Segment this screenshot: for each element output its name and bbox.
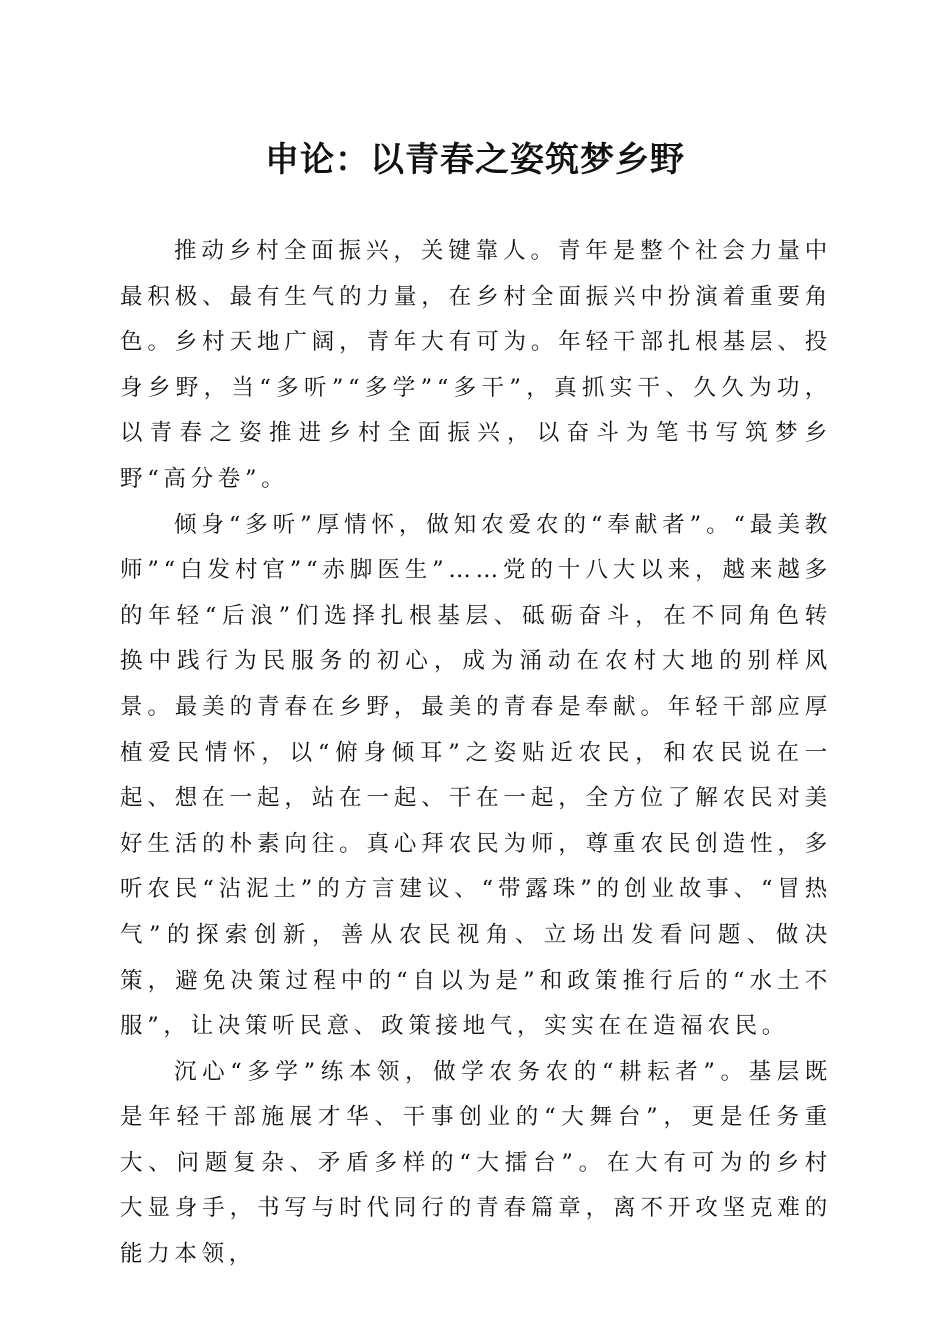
document-title: 申论：以青春之姿筑梦乡野 xyxy=(265,140,685,180)
document-body xyxy=(120,229,832,1278)
paragraph-2: 倾身“多听”厚情怀，做知农爱农的“奉献者”。“最美教师”“白发村官”“赤脚医生”……党的十八大以来，越来越多的年轻“后浪”们选择扎根基层、砥砺奋斗，在不同角色转换中践行为民服务的初心，成为涌动在农村大地的别样风景。最美的青春在乡野，最美的青春是奉献。年轻干部应厚植爱民情怀，以“俯身倾耳”之姿贴近农民，和农民说在一起、想在一起，站在一起、干在一起，全方位了解农民对美好生活的朴素向往。真心拜农民为师，尊重农民创造性，多听农民“沾泥土”的方言建议、“带露珠”的创业故事、“冒热气”的探索创新，善从农民视角、立场出发看问题、做决策，避免决策过程中的“自以为是”和政策推行后的“水土不服”，让决策听民意、政策接地气，实实在在造福农民。 xyxy=(120,511,832,1040)
paragraph-1: 推动乡村全面振兴，关键靠人。青年是整个社会力量中最积极、最有生气的力量，在乡村全面振兴中扮演着重要角色。乡村天地广阔，青年大有可为。年轻干部扎根基层、投身乡野，当“多听”“多学”“多干”，真抓实干、久久为功，以青春之姿推进乡村全面振兴，以奋斗为笔书写筑梦乡野“高分卷”。 xyxy=(120,238,832,492)
paragraph-3: 沉心“多学”练本领，做学农务农的“耕耘者”。基层既是年轻干部施展才华、干事创业的“大舞台”，更是任务重大、问题复杂、矛盾多样的“大擂台”。在大有可为的乡村大显身手，书写与时代同行的青春篇章，离不开攻坚克难的能力本领， xyxy=(120,1058,832,1268)
